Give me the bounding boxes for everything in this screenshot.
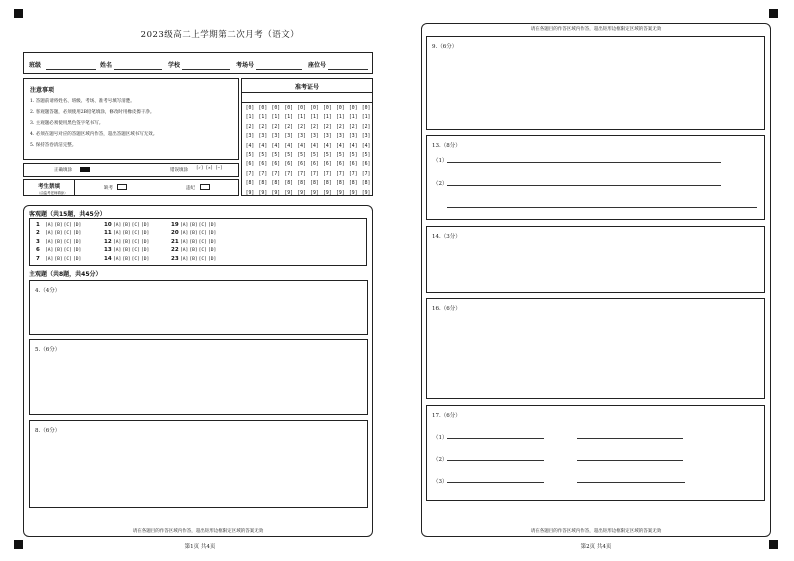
admission-digit-column — [346, 104, 360, 198]
admission-digit-bubble[interactable]: [4] — [310, 143, 319, 149]
admission-digit-bubble[interactable]: [8] — [284, 181, 294, 187]
objective-option-bubble[interactable]: [D] — [207, 239, 217, 245]
name-input-line[interactable] — [114, 69, 162, 70]
objective-question-row — [171, 222, 217, 228]
objective-question-row — [36, 222, 82, 228]
q14-answer-box[interactable] — [426, 226, 765, 293]
objective-question-row — [104, 230, 150, 236]
objective-option-bubble[interactable]: [A] — [180, 223, 189, 228]
corner-mark-bottom-left — [14, 540, 23, 549]
notes-box — [23, 78, 239, 160]
admission-digit-bubble[interactable]: [6] — [245, 162, 255, 168]
objective-option-bubble[interactable]: [D] — [72, 223, 82, 228]
admission-digit-bubble[interactable]: [6] — [297, 162, 306, 168]
objective-option-bubble[interactable]: [D] — [207, 248, 217, 254]
admission-digit-bubble[interactable]: [1] — [361, 115, 371, 121]
exam-room-input-line[interactable] — [256, 69, 302, 70]
admission-digit-bubble[interactable]: [9] — [361, 190, 371, 196]
admission-digit-bubble[interactable]: [9] — [310, 190, 319, 196]
admission-digit-bubble[interactable]: [7] — [258, 171, 268, 177]
admission-digit-bubble[interactable]: [5] — [284, 153, 294, 159]
objective-option-bubble[interactable]: [A] — [180, 231, 189, 237]
admission-digit-bubble[interactable]: [9] — [284, 190, 294, 196]
admission-digit-bubble[interactable]: [1] — [297, 115, 306, 121]
q13-label: 13.（8分） — [432, 143, 461, 149]
absent-divider — [74, 180, 75, 195]
admission-digit-bubble[interactable]: [0] — [310, 106, 319, 111]
admission-digit-bubble[interactable]: [3] — [297, 134, 306, 140]
admission-digit-bubble[interactable]: [8] — [258, 181, 268, 187]
fill-wrong-label: 错误填涂 — [170, 168, 188, 173]
admission-digit-bubble[interactable]: [9] — [335, 190, 345, 196]
objective-question-row — [36, 239, 82, 245]
school-input-line[interactable] — [182, 69, 230, 70]
notes-title: 注意事项 — [30, 87, 55, 94]
admission-digit-bubble[interactable]: [8] — [297, 181, 306, 187]
admission-digit-bubble[interactable]: [6] — [271, 162, 281, 168]
objective-option-bubble[interactable]: [A] — [45, 256, 54, 262]
objective-option-bubble[interactable]: [B] — [54, 256, 63, 262]
objective-option-bubble[interactable]: [B] — [54, 223, 63, 228]
note-5: 5. 保持答卷清洁完整。 — [30, 143, 77, 148]
note-4: 4. 必须在题号对应的答题区域内作答，超出答题区域书写无效。 — [30, 132, 158, 137]
q9-label: 9.（6分） — [432, 44, 458, 50]
info-fields-box — [23, 52, 373, 74]
objective-option-bubble[interactable]: [B] — [122, 248, 131, 254]
objective-question-number: 21 — [171, 238, 179, 245]
admission-digit-bubble[interactable]: [9] — [348, 190, 358, 196]
missing-label: 缺考 — [104, 186, 113, 191]
admission-digit-bubble[interactable]: [0] — [348, 106, 358, 111]
missing-checkbox[interactable] — [117, 184, 127, 190]
objective-option-bubble[interactable]: [D] — [72, 248, 82, 254]
q13-extra-line[interactable] — [447, 207, 757, 208]
admission-digit-bubble[interactable]: [0] — [297, 106, 306, 111]
objective-option-bubble[interactable]: [C] — [198, 248, 207, 254]
admission-digit-bubble[interactable]: [2] — [348, 124, 358, 130]
objective-option-bubble[interactable]: [C] — [63, 248, 72, 254]
admission-digit-bubble[interactable]: [5] — [323, 153, 332, 159]
admission-digit-bubble[interactable]: [3] — [310, 134, 319, 140]
admission-digit-bubble[interactable]: [8] — [335, 181, 345, 187]
objective-question-number: 6 — [36, 247, 40, 254]
admission-digit-bubble[interactable]: [0] — [323, 106, 332, 111]
admission-digit-bubble[interactable]: [5] — [310, 153, 319, 159]
admission-digit-bubble[interactable]: [8] — [271, 181, 281, 187]
admission-digit-column — [282, 104, 296, 198]
objective-option-bubble[interactable]: [A] — [45, 239, 54, 245]
admission-digit-bubble[interactable]: [3] — [245, 134, 255, 140]
admission-digit-bubble[interactable]: [4] — [245, 143, 255, 149]
objective-question-number: 2 — [36, 230, 40, 237]
q17-item-2-line-b[interactable] — [577, 460, 683, 461]
admission-digit-column — [256, 104, 270, 198]
admission-digit-bubble[interactable]: [1] — [335, 115, 345, 121]
note-2: 2. 客观题答题，必须使用2B铅笔填涂，修改时用橡皮擦干净。 — [30, 110, 155, 115]
absent-sub: （由监考老师填涂） — [37, 191, 68, 195]
name-label: 姓名 — [100, 62, 113, 69]
q16-answer-box[interactable] — [426, 298, 765, 399]
admission-digit-column — [333, 104, 347, 198]
objective-option-bubble[interactable]: [C] — [63, 239, 72, 245]
admission-digit-bubble[interactable]: [4] — [323, 143, 332, 149]
fill-correct-label: 正确填涂 — [54, 168, 72, 173]
admission-digit-bubble[interactable]: [8] — [310, 181, 319, 187]
q17-item-1-line-a[interactable] — [447, 438, 544, 439]
fill-example-box — [23, 163, 239, 177]
objective-option-bubble[interactable]: [A] — [45, 223, 54, 228]
objective-option-bubble[interactable]: [C] — [198, 231, 207, 237]
objective-question-number: 1 — [36, 222, 40, 228]
admission-digit-column — [295, 104, 309, 198]
admission-digit-bubble[interactable]: [6] — [284, 162, 294, 168]
objective-option-bubble[interactable]: [A] — [180, 256, 189, 262]
admission-digit-bubble[interactable]: [2] — [323, 124, 332, 130]
admission-digit-bubble[interactable]: [3] — [335, 134, 345, 140]
page1-page-label: 第1页 共4页 — [184, 544, 216, 550]
admission-digit-bubble[interactable]: [3] — [323, 134, 332, 140]
objective-option-bubble[interactable]: [B] — [122, 231, 131, 237]
objective-question-number: 20 — [171, 230, 179, 237]
objective-question-number: 23 — [171, 255, 179, 262]
objective-question-row — [171, 247, 217, 253]
admission-digit-bubble[interactable]: [2] — [284, 124, 294, 130]
objective-question-number: 12 — [104, 238, 112, 245]
admission-digit-bubble[interactable]: [2] — [245, 124, 255, 130]
objective-option-bubble[interactable]: [D] — [72, 231, 82, 237]
admission-digit-bubble[interactable]: [4] — [335, 143, 345, 149]
q4-answer-box[interactable] — [29, 280, 368, 335]
objective-question-number: 13 — [104, 247, 112, 254]
admission-digit-bubble[interactable]: [6] — [310, 162, 319, 168]
class-label: 班级 — [29, 62, 42, 69]
objective-option-bubble[interactable]: [C] — [63, 231, 72, 237]
admission-digit-column — [359, 104, 373, 198]
note-3: 3. 主观题必须使用黑色签字笔书写。 — [30, 121, 104, 126]
admission-digit-bubble[interactable]: [1] — [258, 115, 268, 121]
admission-digit-bubble[interactable]: [3] — [271, 134, 281, 140]
page-title: 2023级高二上学期第二次月考（语文） — [140, 30, 300, 40]
objective-option-bubble[interactable]: [A] — [180, 239, 189, 245]
corner-mark-bottom-right — [769, 540, 778, 549]
objective-option-bubble[interactable]: [C] — [131, 231, 140, 237]
admission-digit-bubble[interactable]: [2] — [258, 124, 268, 130]
q13-answer-box[interactable] — [426, 135, 765, 220]
q14-label: 14.（3分） — [432, 234, 461, 240]
admission-digit-bubble[interactable]: [4] — [297, 143, 306, 149]
admission-digit-bubble[interactable]: [7] — [348, 171, 358, 177]
fill-wrong-samples: [✓] [✕] [−] — [196, 165, 223, 170]
q17-item-3-line-a[interactable] — [447, 482, 544, 483]
admission-digit-bubble[interactable]: [3] — [258, 134, 268, 140]
objective-option-bubble[interactable]: [B] — [189, 223, 198, 228]
q13-item-1-line[interactable] — [447, 162, 721, 163]
admission-digit-bubble[interactable]: [7] — [245, 171, 255, 177]
admission-digit-bubble[interactable]: [9] — [245, 190, 255, 196]
fill-correct-sample — [80, 167, 90, 172]
admission-digit-bubble[interactable]: [3] — [284, 134, 294, 140]
admission-digit-column — [243, 104, 257, 198]
admission-digit-bubble[interactable]: [8] — [323, 181, 332, 187]
objective-option-bubble[interactable]: [C] — [198, 223, 207, 228]
q13-item-2-line[interactable] — [447, 185, 721, 186]
admission-digit-bubble[interactable]: [0] — [258, 106, 268, 111]
objective-header: 客观题（共15题，共45分） — [29, 211, 106, 218]
admission-digit-bubble[interactable]: [7] — [361, 171, 371, 177]
objective-question-number: 7 — [36, 255, 40, 262]
seat-input-line[interactable] — [328, 69, 368, 70]
q17-item-3-label: （3） — [433, 479, 448, 485]
objective-option-bubble[interactable]: [A] — [113, 256, 122, 262]
page2-footer-note: 请在各题目的作答区域内作答，超出矩形边框限定区域的答案无效 — [530, 529, 662, 534]
admission-digit-bubble[interactable]: [4] — [284, 143, 294, 149]
admission-digit-bubble[interactable]: [9] — [271, 190, 281, 196]
q13-item-2-label: （2） — [433, 181, 448, 187]
admission-digit-bubble[interactable]: [1] — [271, 115, 281, 121]
admission-digit-bubble[interactable]: [9] — [297, 190, 306, 196]
q17-item-1-line-b[interactable] — [577, 438, 683, 439]
admission-digit-bubble[interactable]: [7] — [323, 171, 332, 177]
objective-option-bubble[interactable]: [C] — [63, 223, 72, 228]
objective-option-bubble[interactable]: [C] — [131, 256, 140, 262]
objective-option-bubble[interactable]: [D] — [140, 256, 150, 262]
page1-footer-note: 请在各题目的作答区域内作答，超出矩形边框限定区域的答案无效 — [132, 529, 264, 534]
objective-option-bubble[interactable]: [D] — [140, 231, 150, 237]
absent-box — [23, 179, 239, 196]
objective-option-bubble[interactable]: [C] — [198, 239, 207, 245]
objective-option-bubble[interactable]: [B] — [54, 239, 63, 245]
objective-option-bubble[interactable]: [D] — [140, 239, 150, 245]
admission-digit-bubble[interactable]: [1] — [284, 115, 294, 121]
objective-question-number: 14 — [104, 255, 112, 262]
admission-digit-bubble[interactable]: [8] — [361, 181, 371, 187]
q5-answer-box[interactable] — [29, 339, 368, 415]
admission-digit-bubble[interactable]: [7] — [284, 171, 294, 177]
q17-answer-box[interactable] — [426, 405, 765, 501]
school-label: 学校 — [168, 62, 181, 69]
admission-write-row[interactable] — [242, 93, 372, 103]
q13-item-1-label: （1） — [433, 158, 448, 164]
objective-question-row — [36, 247, 82, 253]
admission-digit-bubble[interactable]: [2] — [297, 124, 306, 130]
admission-digit-bubble[interactable]: [2] — [361, 124, 371, 130]
admission-digit-bubble[interactable]: [0] — [271, 106, 281, 111]
admission-digit-bubble[interactable]: [4] — [258, 143, 268, 149]
admission-digit-bubble[interactable]: [4] — [361, 143, 371, 149]
admission-digit-bubble[interactable]: [2] — [271, 124, 281, 130]
objective-question-row — [171, 230, 217, 236]
objective-option-bubble[interactable]: [C] — [131, 223, 140, 228]
class-input-line[interactable] — [46, 69, 96, 70]
absent-label: 考生禁填 — [38, 184, 61, 190]
admission-digit-column — [320, 104, 334, 198]
objective-option-bubble[interactable]: [B] — [54, 231, 63, 237]
objective-question-row — [171, 256, 217, 262]
objective-option-bubble[interactable]: [B] — [189, 248, 198, 254]
admission-digit-bubble[interactable]: [5] — [258, 153, 268, 159]
violation-label: 违纪 — [186, 186, 195, 191]
q17-item-2-line-a[interactable] — [447, 460, 544, 461]
objective-question-number: 19 — [171, 222, 179, 228]
admission-digit-bubble[interactable]: [6] — [258, 162, 268, 168]
objective-option-bubble[interactable]: [A] — [45, 231, 54, 237]
objective-option-bubble[interactable]: [D] — [72, 239, 82, 245]
admission-digit-bubble[interactable]: [2] — [310, 124, 319, 130]
objective-option-bubble[interactable]: [C] — [131, 248, 140, 254]
objective-option-bubble[interactable]: [A] — [113, 223, 122, 228]
objective-question-row — [36, 230, 82, 236]
admission-digit-bubble[interactable]: [6] — [348, 162, 358, 168]
admission-digit-bubble[interactable]: [1] — [245, 115, 255, 121]
objective-option-bubble[interactable]: [A] — [180, 248, 189, 254]
admission-digit-bubble[interactable]: [7] — [310, 171, 319, 177]
admission-digit-bubble[interactable]: [9] — [323, 190, 332, 196]
objective-option-bubble[interactable]: [B] — [122, 256, 131, 262]
admission-digit-column — [269, 104, 283, 198]
objective-question-row — [104, 222, 150, 228]
objective-option-bubble[interactable]: [D] — [140, 223, 150, 228]
objective-option-bubble[interactable]: [A] — [45, 248, 54, 254]
admission-digit-bubble[interactable]: [5] — [348, 153, 358, 159]
admission-digit-bubble[interactable]: [8] — [348, 181, 358, 187]
admission-digit-bubble[interactable]: [6] — [323, 162, 332, 168]
admission-number-title: 准考证号 — [294, 84, 319, 91]
q16-label: 16.（6分） — [432, 306, 461, 312]
objective-option-bubble[interactable]: [B] — [189, 256, 198, 262]
admission-digit-bubble[interactable]: [0] — [245, 106, 255, 111]
objective-option-bubble[interactable]: [B] — [122, 223, 131, 228]
admission-digit-bubble[interactable]: [7] — [335, 171, 345, 177]
admission-digit-bubble[interactable]: [0] — [335, 106, 345, 111]
objective-option-bubble[interactable]: [C] — [198, 256, 207, 262]
q17-item-3-line-b[interactable] — [577, 482, 685, 483]
q8-answer-box[interactable] — [29, 420, 368, 508]
objective-question-number: 3 — [36, 238, 40, 245]
seat-label: 座位号 — [308, 62, 327, 69]
objective-option-bubble[interactable]: [B] — [54, 248, 63, 254]
admission-digit-bubble[interactable]: [9] — [258, 190, 268, 196]
admission-digit-bubble[interactable]: [0] — [284, 106, 294, 111]
objective-option-bubble[interactable]: [D] — [207, 256, 217, 262]
admission-digit-bubble[interactable]: [3] — [348, 134, 358, 140]
admission-digit-bubble[interactable]: [7] — [297, 171, 306, 177]
objective-question-row — [104, 239, 150, 245]
admission-digit-bubble[interactable]: [6] — [335, 162, 345, 168]
admission-digit-bubble[interactable]: [0] — [361, 106, 371, 111]
objective-question-number: 11 — [104, 230, 112, 237]
admission-digit-column — [308, 104, 322, 198]
q17-label: 17.（6分） — [432, 413, 461, 419]
q17-item-1-label: （1） — [433, 435, 448, 441]
violation-checkbox[interactable] — [200, 184, 210, 190]
admission-digit-bubble[interactable]: [7] — [271, 171, 281, 177]
objective-question-row — [104, 256, 150, 262]
objective-question-row — [36, 256, 82, 262]
q9-answer-box[interactable] — [426, 36, 765, 130]
admission-digit-bubble[interactable]: [1] — [348, 115, 358, 121]
objective-option-bubble[interactable]: [D] — [207, 223, 217, 228]
admission-digit-bubble[interactable]: [5] — [335, 153, 345, 159]
objective-question-row — [104, 247, 150, 253]
objective-option-bubble[interactable]: [D] — [140, 248, 150, 254]
objective-option-bubble[interactable]: [B] — [189, 231, 198, 237]
admission-digit-bubble[interactable]: [1] — [323, 115, 332, 121]
page2-page-label: 第2页 共4页 — [580, 544, 612, 550]
admission-digit-bubble[interactable]: [8] — [245, 181, 255, 187]
q17-item-2-label: （2） — [433, 457, 448, 463]
objective-option-bubble[interactable]: [D] — [72, 256, 82, 262]
objective-option-bubble[interactable]: [A] — [113, 248, 122, 254]
admission-digit-bubble[interactable]: [4] — [348, 143, 358, 149]
corner-mark-top-right — [769, 9, 778, 18]
objective-option-bubble[interactable]: [A] — [113, 239, 122, 245]
objective-option-bubble[interactable]: [B] — [122, 239, 131, 245]
q8-label: 8.（6分） — [35, 428, 61, 434]
page2-header-note: 请在各题目的作答区域内作答，超出矩形边框限定区域的答案无效 — [530, 27, 662, 32]
admission-digit-bubble[interactable]: [5] — [271, 153, 281, 159]
objective-option-bubble[interactable]: [C] — [63, 256, 72, 262]
objective-option-bubble[interactable]: [B] — [189, 239, 198, 245]
admission-digit-bubble[interactable]: [5] — [361, 153, 371, 159]
q5-label: 5.（6分） — [35, 347, 61, 353]
objective-option-bubble[interactable]: [A] — [113, 231, 122, 237]
admission-digit-bubble[interactable]: [6] — [361, 162, 371, 168]
admission-digit-bubble[interactable]: [5] — [245, 153, 255, 159]
admission-digit-bubble[interactable]: [1] — [310, 115, 319, 121]
admission-digit-bubble[interactable]: [2] — [335, 124, 345, 130]
exam-room-label: 考场号 — [236, 62, 255, 69]
objective-option-bubble[interactable]: [C] — [131, 239, 140, 245]
objective-question-number: 22 — [171, 247, 179, 254]
corner-mark-top-left — [14, 9, 23, 18]
note-1: 1. 答题前请将姓名、班级、考场、准考号填写清楚。 — [30, 99, 135, 104]
admission-digit-bubble[interactable]: [4] — [271, 143, 281, 149]
objective-question-number: 10 — [104, 222, 112, 228]
subjective-header: 主观题（共8题，共45分） — [29, 271, 102, 278]
admission-digit-bubble[interactable]: [3] — [361, 134, 371, 140]
q4-label: 4.（4分） — [35, 288, 61, 294]
admission-digit-bubble[interactable]: [5] — [297, 153, 306, 159]
objective-option-bubble[interactable]: [D] — [207, 231, 217, 237]
objective-question-row — [171, 239, 217, 245]
